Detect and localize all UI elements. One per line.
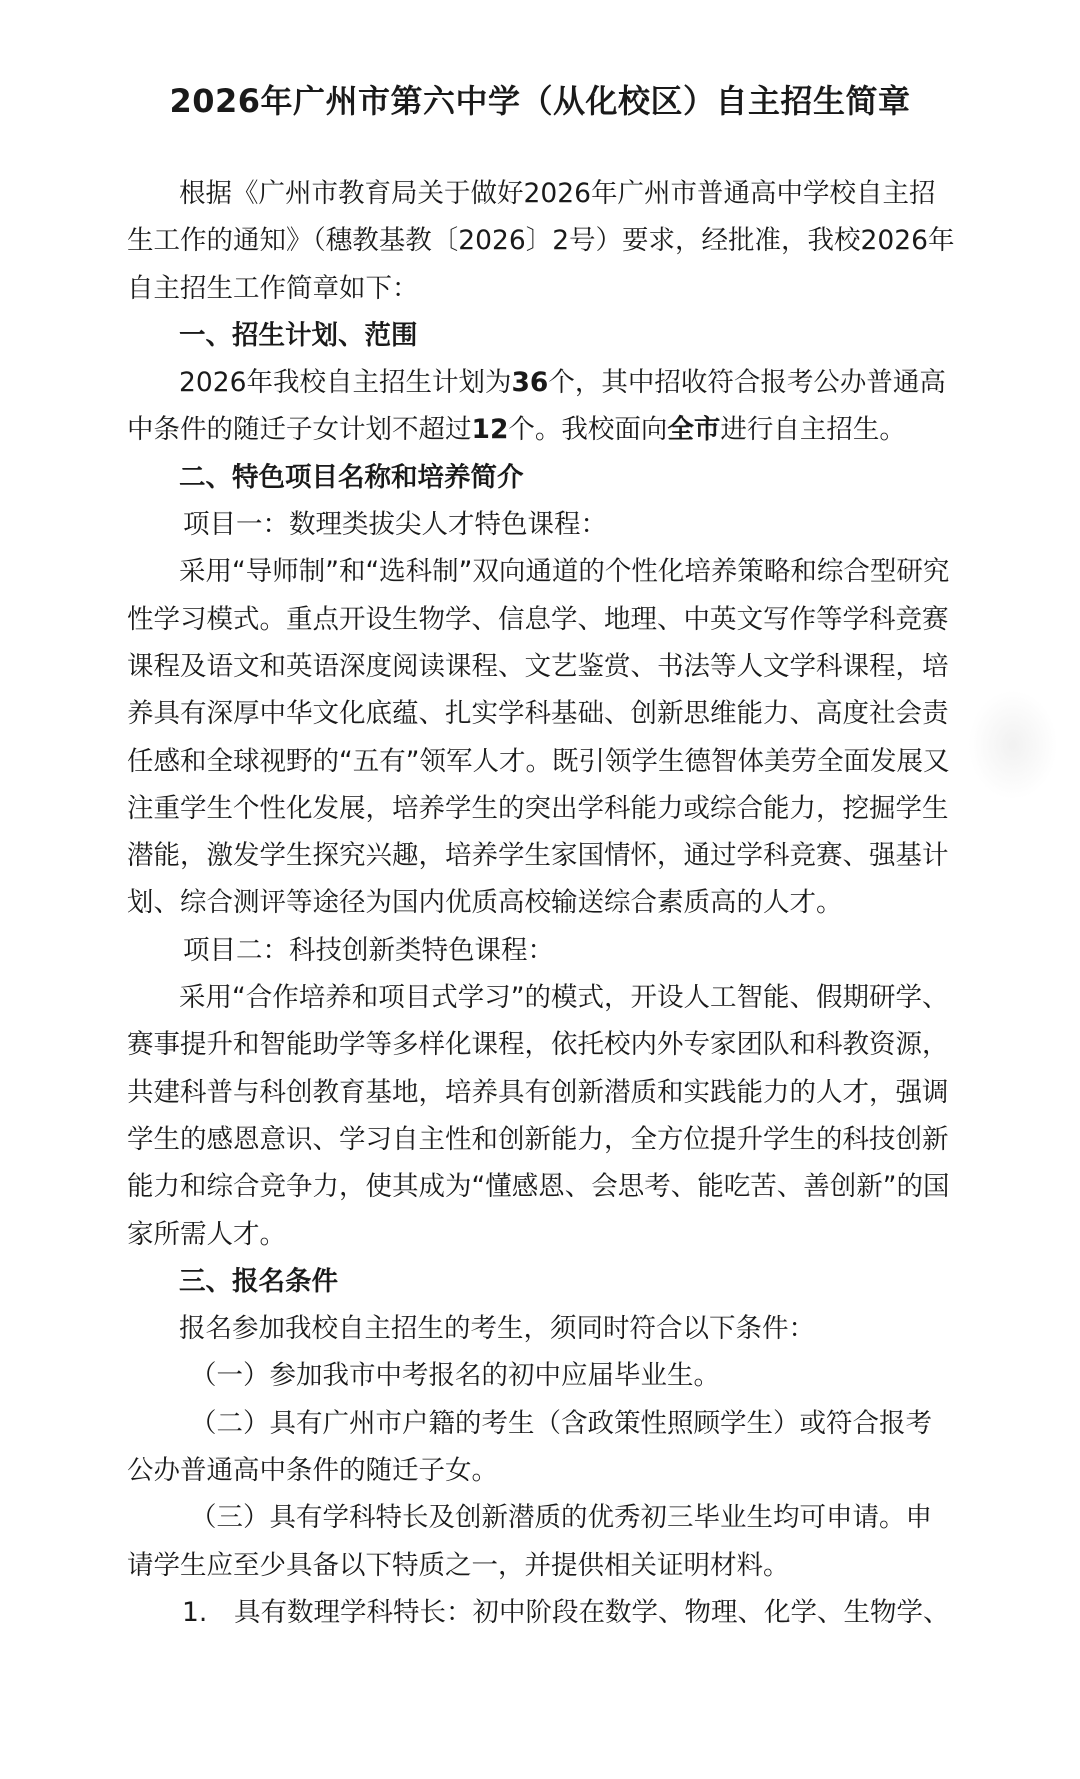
section2-heading: 二、特色项目名称和培养简介 [179, 461, 524, 493]
condition-2: （二）具有广州市户籍的考生（含政策性照顾学生）或符合报考公办普通高中条件的随迁子女。 [127, 1407, 932, 1487]
photo-glare [968, 690, 1058, 800]
section1-paragraph [127, 359, 957, 454]
document-title: 2026年广州市第六中学（从化校区）自主招生简章 [169, 82, 911, 120]
condition-1: （一）参加我市中考报名的初中应届毕业生。 [190, 1360, 720, 1392]
section1-text-a: 2026年我校自主招生计划为 [179, 367, 512, 399]
section1-text-e: 个。我校面向 [508, 414, 668, 446]
section1-text-g: 进行自主招生。 [720, 414, 906, 446]
project1-title: 项目一：数理类拔尖人才特色课程： [183, 509, 607, 541]
section1-heading: 一、招生计划、范围 [179, 319, 418, 351]
section1-scope: 全市 [667, 414, 721, 446]
intro-paragraph: 根据《广州市教育局关于做好2026年广州市普通高中学校自主招生工作的通知》（穗教基教〔2026〕2号）要求，经批准，我校2026年自主招生工作简章如下： [127, 178, 955, 304]
condition-3: （三）具有学科特长及创新潜质的优秀初三毕业生均可申请。申请学生应至少具备以下特质之一，并提供相关证明材料。 [127, 1502, 932, 1581]
list-item-1-number: 1. [182, 1596, 208, 1628]
section1-text-c: 个，其中招收符合报考公办普通高中条件的随迁子女计划不超过 [127, 367, 946, 446]
section1-plan-count: 36 [511, 367, 549, 399]
project2-title: 项目二：科技创新类特色课程： [183, 934, 554, 966]
section3-heading: 三、报名条件 [179, 1265, 338, 1297]
list-item-1-text: 具有数理学科特长：初中阶段在数学、物理、化学、生物学、 [234, 1596, 950, 1628]
section1-migrant-count: 12 [471, 414, 509, 446]
section3-lead: 报名参加我校自主招生的考生，须同时符合以下条件： [179, 1313, 815, 1345]
project2-body: 采用“合作培养和项目式学习”的模式，开设人工智能、假期研学、赛事提升和智能助学等多样化课程，依托校内外专家团队和科教资源，共建科普与科创教育基地，培养具有创新潜质和实践能力的人才，强调学生的感恩意识、学习自主性和创新能力，全方位提升学生的科技创新能力和综合竞争力，使其成为“懂感恩、会思考、能吃苦、善创新”的国家所需人才。 [127, 982, 950, 1250]
project1-body: 采用“导师制”和“选科制”双向通道的个性化培养策略和综合型研究性学习模式。重点开设生物学、信息学、地理、中英文写作等学科竞赛课程及语文和英语深度阅读课程、文艺鉴赏、书法等人文学科课程，培养具有深厚中华文化底蕴、扎实学科基础、创新思维能力、高度社会责任感和全球视野的“五有”领军人才。既引领学生德智体美劳全面发展又注重学生个性化发展，培养学生的突出学科能力或综合能力，挖掘学生潜能，激发学生探究兴趣，培养学生家国情怀，通过学科竞赛、强基计划、综合测评等途径为国内优质高校输送综合素质高的人才。 [127, 556, 950, 919]
list-item-1 [127, 1589, 957, 1636]
document-body [127, 170, 957, 1636]
